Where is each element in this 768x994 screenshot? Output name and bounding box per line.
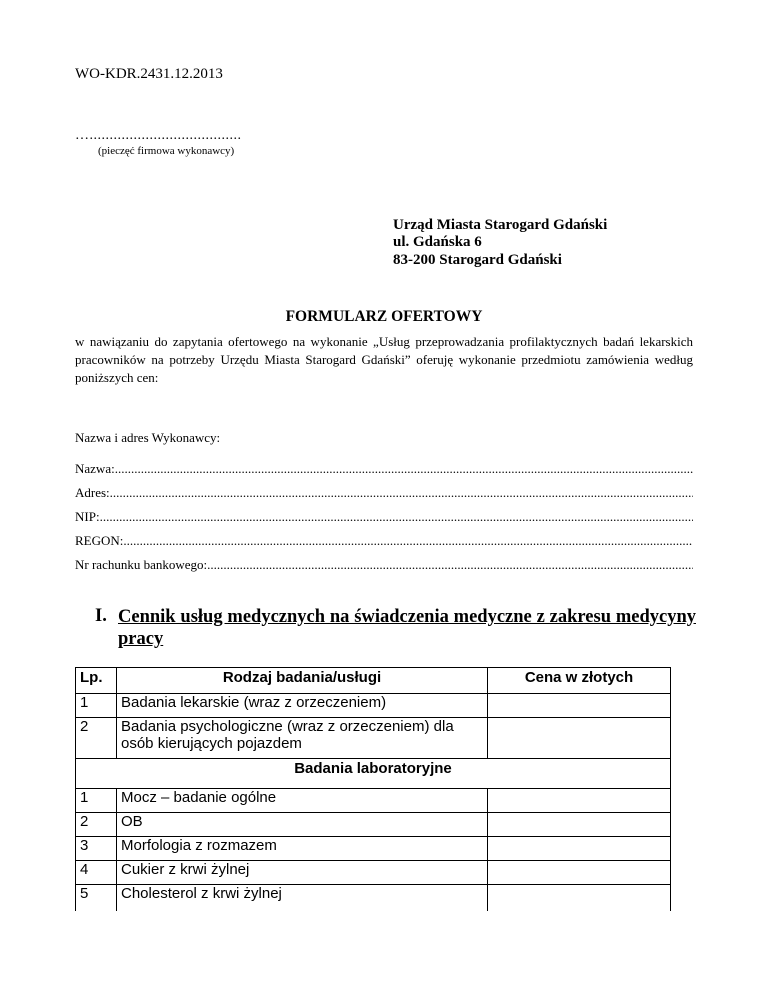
table-row	[76, 789, 671, 813]
header-service-type: Rodzaj badania/usługi	[117, 668, 488, 694]
name-field[interactable]	[75, 461, 693, 477]
price-cell[interactable]	[488, 813, 671, 837]
intro-paragraph: w nawiązaniu do zapytania ofertowego na wykonanie „Usług przeprowadzania profilaktycznych badań lekarskich pracowników na potrzeby Urzędu Miasta Starogard Gdański” oferuję wykonanie przedmiotu zamówienia według poniższych cen:	[75, 334, 693, 385]
recipient-street: ul. Gdańska 6	[393, 234, 482, 250]
lab-subheading: Badania laboratoryjne	[76, 759, 671, 789]
contractor-heading: Nazwa i adres Wykonawcy:	[75, 430, 221, 445]
row-description: Badania psychologiczne (wraz z orzeczeniem) dla osób kierujących pojazdem	[117, 718, 488, 759]
document-reference-number: WO-KDR.2431.12.2013	[75, 66, 223, 82]
recipient-city: 83-200 Starogard Gdański	[393, 252, 562, 268]
section-number: I.	[95, 606, 107, 626]
section-title: Cennik usług medycznych na świadczenia medyczne z zakresu medycyny pracy	[118, 607, 696, 649]
price-cell[interactable]	[488, 861, 671, 885]
row-lp: 3	[76, 837, 117, 861]
row-description: OB	[117, 813, 488, 837]
table-row	[76, 837, 671, 861]
company-stamp-placeholder: …......................................	[75, 128, 242, 143]
lab-subheading-row	[76, 759, 671, 789]
address-field-label: Adres:	[75, 485, 110, 500]
row-lp: 2	[76, 813, 117, 837]
recipient-name: Urząd Miasta Starogard Gdański	[393, 217, 608, 233]
address-field[interactable]	[75, 485, 693, 501]
bank-account-field-label: Nr rachunku bankowego:	[75, 557, 208, 572]
name-field-label: Nazwa:	[75, 461, 115, 476]
table-row	[76, 813, 671, 837]
table-row	[76, 861, 671, 885]
row-description: Mocz – badanie ogólne	[117, 789, 488, 813]
nip-field[interactable]	[75, 509, 693, 525]
regon-field-label: REGON:	[75, 533, 124, 548]
row-lp: 5	[76, 885, 117, 912]
price-list-table	[75, 667, 671, 911]
nip-field-label: NIP:	[75, 509, 100, 524]
price-cell[interactable]	[488, 718, 671, 759]
row-lp: 1	[76, 789, 117, 813]
price-cell[interactable]	[488, 885, 671, 912]
row-lp: 2	[76, 718, 117, 759]
bank-account-field[interactable]	[75, 557, 693, 573]
row-lp: 4	[76, 861, 117, 885]
table-row	[76, 718, 671, 759]
header-price: Cena w złotych	[488, 668, 671, 694]
row-lp: 1	[76, 694, 117, 718]
table-row	[76, 694, 671, 718]
price-cell[interactable]	[488, 694, 671, 718]
price-cell[interactable]	[488, 837, 671, 861]
company-stamp-caption: (pieczęć firmowa wykonawcy)	[98, 145, 235, 157]
table-row	[76, 885, 671, 912]
form-title: FORMULARZ OFERTOWY	[285, 308, 483, 325]
row-description: Cukier z krwi żylnej	[117, 861, 488, 885]
row-description: Morfologia z rozmazem	[117, 837, 488, 861]
table-header-row	[76, 668, 671, 694]
row-description: Badania lekarskie (wraz z orzeczeniem)	[117, 694, 488, 718]
header-lp: Lp.	[76, 668, 117, 694]
price-cell[interactable]	[488, 789, 671, 813]
row-description: Cholesterol z krwi żylnej	[117, 885, 488, 912]
regon-field[interactable]	[75, 533, 693, 549]
